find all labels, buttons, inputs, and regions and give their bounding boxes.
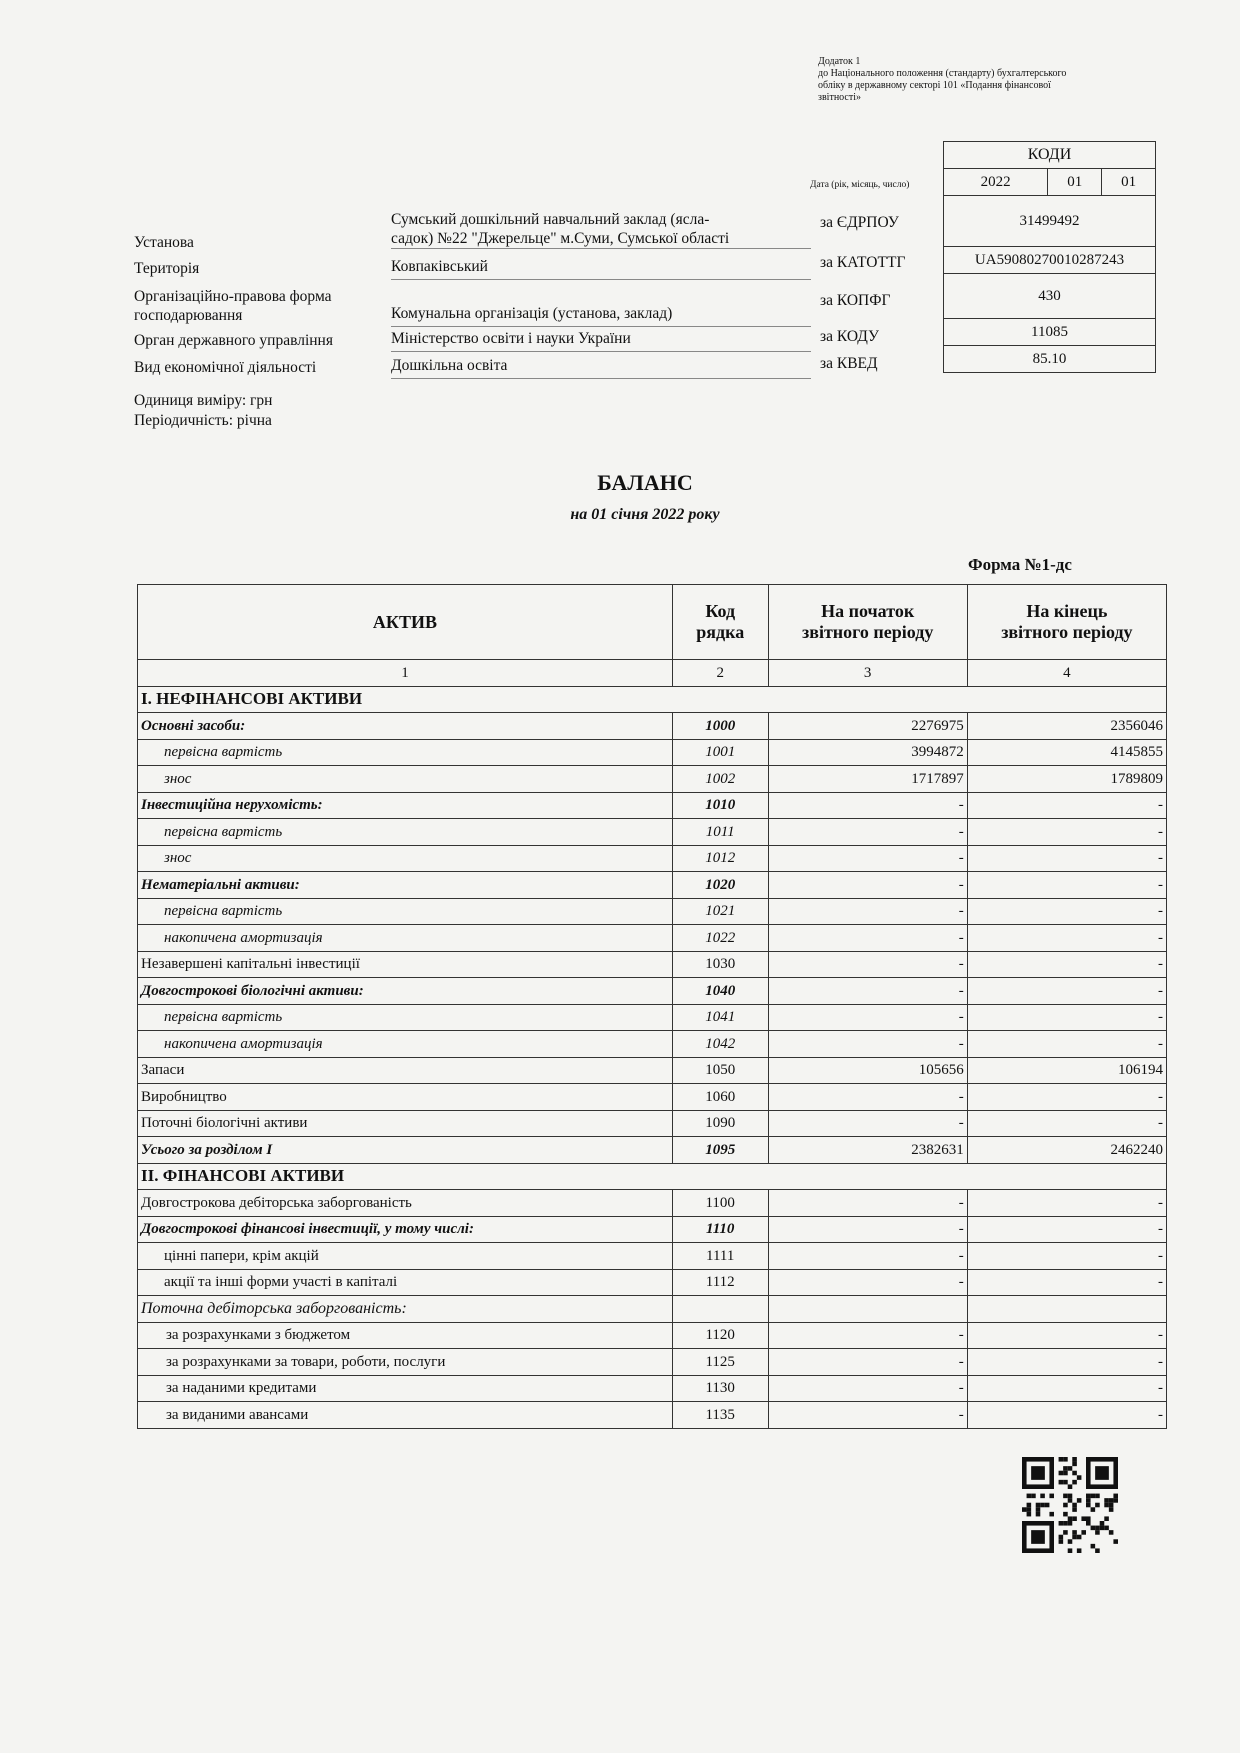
institution-label: Установа [134, 234, 194, 251]
row-end-value: 1789809 [967, 766, 1166, 793]
row-name: Довгострокові біологічні активи: [138, 978, 673, 1005]
row-name: Незавершені капітальні інвестиції [138, 951, 673, 978]
row-start-value: 2382631 [768, 1137, 967, 1164]
section-title: I. НЕФІНАНСОВІ АКТИВИ [138, 686, 1167, 713]
header-code-line: Код [705, 601, 736, 621]
table-row [138, 951, 1167, 978]
row-code: 1022 [672, 925, 768, 952]
row-start-value: 3994872 [768, 739, 967, 766]
row-name: цінні папери, крім акцій [138, 1243, 673, 1270]
row-end-value: 4145855 [967, 739, 1166, 766]
katottg-label: за КАТОТТГ [820, 254, 906, 271]
row-name: за розрахунками з бюджетом [138, 1322, 673, 1349]
date-day: 01 [1102, 169, 1156, 196]
row-start-value: - [768, 1190, 967, 1217]
row-start-value: - [768, 978, 967, 1005]
row-name: за наданими кредитами [138, 1375, 673, 1402]
row-name: акції та інші форми участі в капіталі [138, 1269, 673, 1296]
row-name: накопичена амортизація [138, 925, 673, 952]
kved-label: за КВЕД [820, 355, 878, 372]
row-code: 1021 [672, 898, 768, 925]
org-form-value: Комунальна організація (установа, заклад) [391, 305, 811, 327]
table-row [138, 1031, 1167, 1058]
row-end-value: - [967, 792, 1166, 819]
row-code: 1001 [672, 739, 768, 766]
row-name: накопичена амортизація [138, 1031, 673, 1058]
row-start-value: - [768, 1375, 967, 1402]
appendix-line: обліку в державному секторі 101 «Подання фінансової [818, 80, 1051, 91]
row-code: 1030 [672, 951, 768, 978]
row-end-value: - [967, 1269, 1166, 1296]
row-start-value: - [768, 845, 967, 872]
kodu-code: 11085 [944, 319, 1156, 346]
header-end-line: звітного періоду [1001, 622, 1133, 642]
row-code: 1042 [672, 1031, 768, 1058]
section1-rows [138, 713, 1167, 1164]
row-end-value: - [967, 1243, 1166, 1270]
table-row [138, 1137, 1167, 1164]
table-row [138, 1375, 1167, 1402]
table-row [138, 1269, 1167, 1296]
activity-label: Вид економічної діяльності [134, 359, 317, 376]
edrpou-code: 31499492 [944, 196, 1156, 247]
row-end-value: - [967, 925, 1166, 952]
activity-value: Дошкільна освіта [391, 357, 811, 379]
document-title: БАЛАНС [597, 470, 693, 495]
col-number: 1 [138, 660, 673, 687]
row-start-value: - [768, 872, 967, 899]
section-header-row [138, 686, 1167, 713]
gov-body-label: Орган державного управління [134, 332, 333, 349]
row-name: первісна вартість [138, 898, 673, 925]
row-end-value: - [967, 1110, 1166, 1137]
gov-body-value: Міністерство освіти і науки України [391, 330, 811, 352]
kopfg-code: 430 [944, 274, 1156, 319]
row-start-value: - [768, 1269, 967, 1296]
row-start-value: 1717897 [768, 766, 967, 793]
row-code: 1130 [672, 1375, 768, 1402]
row-end-value: - [967, 1190, 1166, 1217]
row-start-value: - [768, 1110, 967, 1137]
row-name: первісна вартість [138, 739, 673, 766]
row-name: Нематеріальні активи: [138, 872, 673, 899]
row-start-value: 105656 [768, 1057, 967, 1084]
appendix-line: Додаток 1 [818, 56, 861, 67]
document-subtitle: на 01 січня 2022 року [570, 506, 720, 523]
header-start [768, 585, 967, 660]
row-code: 1050 [672, 1057, 768, 1084]
section2-rows [138, 1190, 1167, 1429]
row-start-value: - [768, 819, 967, 846]
table-row [138, 1216, 1167, 1243]
table-row [138, 1349, 1167, 1376]
row-name: Основні засоби: [138, 713, 673, 740]
table-row [138, 819, 1167, 846]
row-code [672, 1296, 768, 1323]
row-code: 1002 [672, 766, 768, 793]
row-end-value: - [967, 1004, 1166, 1031]
row-name: знос [138, 845, 673, 872]
row-name: знос [138, 766, 673, 793]
row-name: Запаси [138, 1057, 673, 1084]
row-name: Інвестиційна нерухомість: [138, 792, 673, 819]
table-row [138, 1057, 1167, 1084]
header-end [967, 585, 1166, 660]
table-row [138, 872, 1167, 899]
org-form-label-line: Організаційно-правова форма [134, 288, 332, 305]
org-form-label-line: господарювання [134, 307, 243, 324]
section-title: II. ФІНАНСОВІ АКТИВИ [138, 1163, 1167, 1190]
table-row [138, 1190, 1167, 1217]
row-start-value: - [768, 1031, 967, 1058]
col-number: 4 [967, 660, 1166, 687]
katottg-code: UA59080270010287243 [944, 247, 1156, 274]
row-code: 1100 [672, 1190, 768, 1217]
header-start-line: звітного періоду [801, 622, 934, 642]
row-end-value: 2462240 [967, 1137, 1166, 1164]
table-row [138, 792, 1167, 819]
qr-code-icon [1022, 1457, 1118, 1553]
row-code: 1095 [672, 1137, 768, 1164]
table-row [138, 1402, 1167, 1429]
row-start-value: - [768, 1084, 967, 1111]
row-code: 1110 [672, 1216, 768, 1243]
row-name: первісна вартість [138, 1004, 673, 1031]
row-end-value: - [967, 1216, 1166, 1243]
row-start-value: - [768, 1402, 967, 1429]
row-code: 1010 [672, 792, 768, 819]
row-start-value: - [768, 792, 967, 819]
row-code: 1125 [672, 1349, 768, 1376]
territory-value: Ковпаківський [391, 258, 811, 280]
row-start-value: 2276975 [768, 713, 967, 740]
territory-label: Територія [134, 260, 200, 277]
row-code: 1000 [672, 713, 768, 740]
row-end-value: - [967, 1322, 1166, 1349]
table-row [138, 739, 1167, 766]
row-name: за розрахунками за товари, роботи, послуги [138, 1349, 673, 1376]
row-code: 1020 [672, 872, 768, 899]
institution-line: садок) №22 "Джерельце" м.Суми, Сумської області [391, 230, 730, 247]
row-name: Поточна дебіторська заборгованість: [138, 1296, 673, 1323]
row-start-value: - [768, 1322, 967, 1349]
org-form-label [134, 287, 332, 325]
row-end-value [967, 1296, 1166, 1323]
row-name: Виробництво [138, 1084, 673, 1111]
col-number: 2 [672, 660, 768, 687]
header-code [672, 585, 768, 660]
row-name: Поточні біологічні активи [138, 1110, 673, 1137]
appendix-note [818, 56, 1148, 104]
row-code: 1120 [672, 1322, 768, 1349]
column-number-row [138, 660, 1167, 687]
kodu-label: за КОДУ [820, 328, 879, 345]
form-name: Форма №1-дс [968, 555, 1072, 574]
table-row [138, 713, 1167, 740]
row-end-value: - [967, 951, 1166, 978]
date-label: Дата (рік, місяць, число) [810, 180, 910, 190]
institution-line: Сумський дошкільний навчальний заклад (ясла- [391, 211, 710, 228]
table-row [138, 1296, 1167, 1323]
row-name: Усього за розділом I [138, 1137, 673, 1164]
date-month: 01 [1048, 169, 1102, 196]
row-name: Довгострокова дебіторська заборгованість [138, 1190, 673, 1217]
row-start-value: - [768, 1004, 967, 1031]
table-row [138, 845, 1167, 872]
row-code: 1041 [672, 1004, 768, 1031]
row-end-value: - [967, 1084, 1166, 1111]
row-end-value: - [967, 1349, 1166, 1376]
periodicity-label: Періодичність: річна [134, 412, 272, 429]
row-end-value: 2356046 [967, 713, 1166, 740]
row-code: 1090 [672, 1110, 768, 1137]
header-asset: АКТИВ [138, 585, 673, 660]
row-end-value: - [967, 1031, 1166, 1058]
kopfg-label: за КОПФГ [820, 292, 891, 309]
row-end-value: - [967, 872, 1166, 899]
row-end-value: - [967, 819, 1166, 846]
row-name: Довгострокові фінансові інвестиції, у тому числі: [138, 1216, 673, 1243]
row-end-value: - [967, 1402, 1166, 1429]
section-header-row [138, 1163, 1167, 1190]
table-row [138, 1004, 1167, 1031]
col-number: 3 [768, 660, 967, 687]
unit-label: Одиниця виміру: грн [134, 392, 273, 409]
row-code: 1135 [672, 1402, 768, 1429]
row-start-value: - [768, 951, 967, 978]
table-row [138, 978, 1167, 1005]
row-start-value: - [768, 1243, 967, 1270]
row-code: 1011 [672, 819, 768, 846]
table-row [138, 1243, 1167, 1270]
row-code: 1012 [672, 845, 768, 872]
table-row [138, 1084, 1167, 1111]
row-start-value: - [768, 925, 967, 952]
table-header-row [138, 585, 1167, 660]
table-row [138, 1322, 1167, 1349]
table-row [138, 766, 1167, 793]
appendix-line: до Національного положення (стандарту) бухгалтерського [818, 68, 1067, 79]
row-end-value: - [967, 978, 1166, 1005]
edrpou-label: за ЄДРПОУ [820, 214, 899, 231]
row-start-value: - [768, 898, 967, 925]
row-code: 1112 [672, 1269, 768, 1296]
table-row [138, 925, 1167, 952]
row-end-value: 106194 [967, 1057, 1166, 1084]
header-end-line: На кінець [1026, 601, 1108, 621]
header-start-line: На початок [821, 601, 915, 621]
kved-code: 85.10 [944, 346, 1156, 373]
row-name: за виданими авансами [138, 1402, 673, 1429]
row-code: 1111 [672, 1243, 768, 1270]
row-end-value: - [967, 1375, 1166, 1402]
header-code-line: рядка [696, 622, 745, 642]
row-start-value: - [768, 1216, 967, 1243]
table-row [138, 898, 1167, 925]
codes-header: КОДИ [944, 142, 1156, 169]
row-code: 1060 [672, 1084, 768, 1111]
appendix-line: звітності» [818, 92, 862, 103]
row-start-value [768, 1296, 967, 1323]
row-code: 1040 [672, 978, 768, 1005]
row-end-value: - [967, 898, 1166, 925]
codes-table [943, 141, 1156, 373]
row-start-value: - [768, 1349, 967, 1376]
institution-value [391, 210, 811, 249]
row-end-value: - [967, 845, 1166, 872]
balance-table [137, 584, 1167, 1429]
table-row [138, 1110, 1167, 1137]
date-year: 2022 [944, 169, 1048, 196]
row-name: первісна вартість [138, 819, 673, 846]
